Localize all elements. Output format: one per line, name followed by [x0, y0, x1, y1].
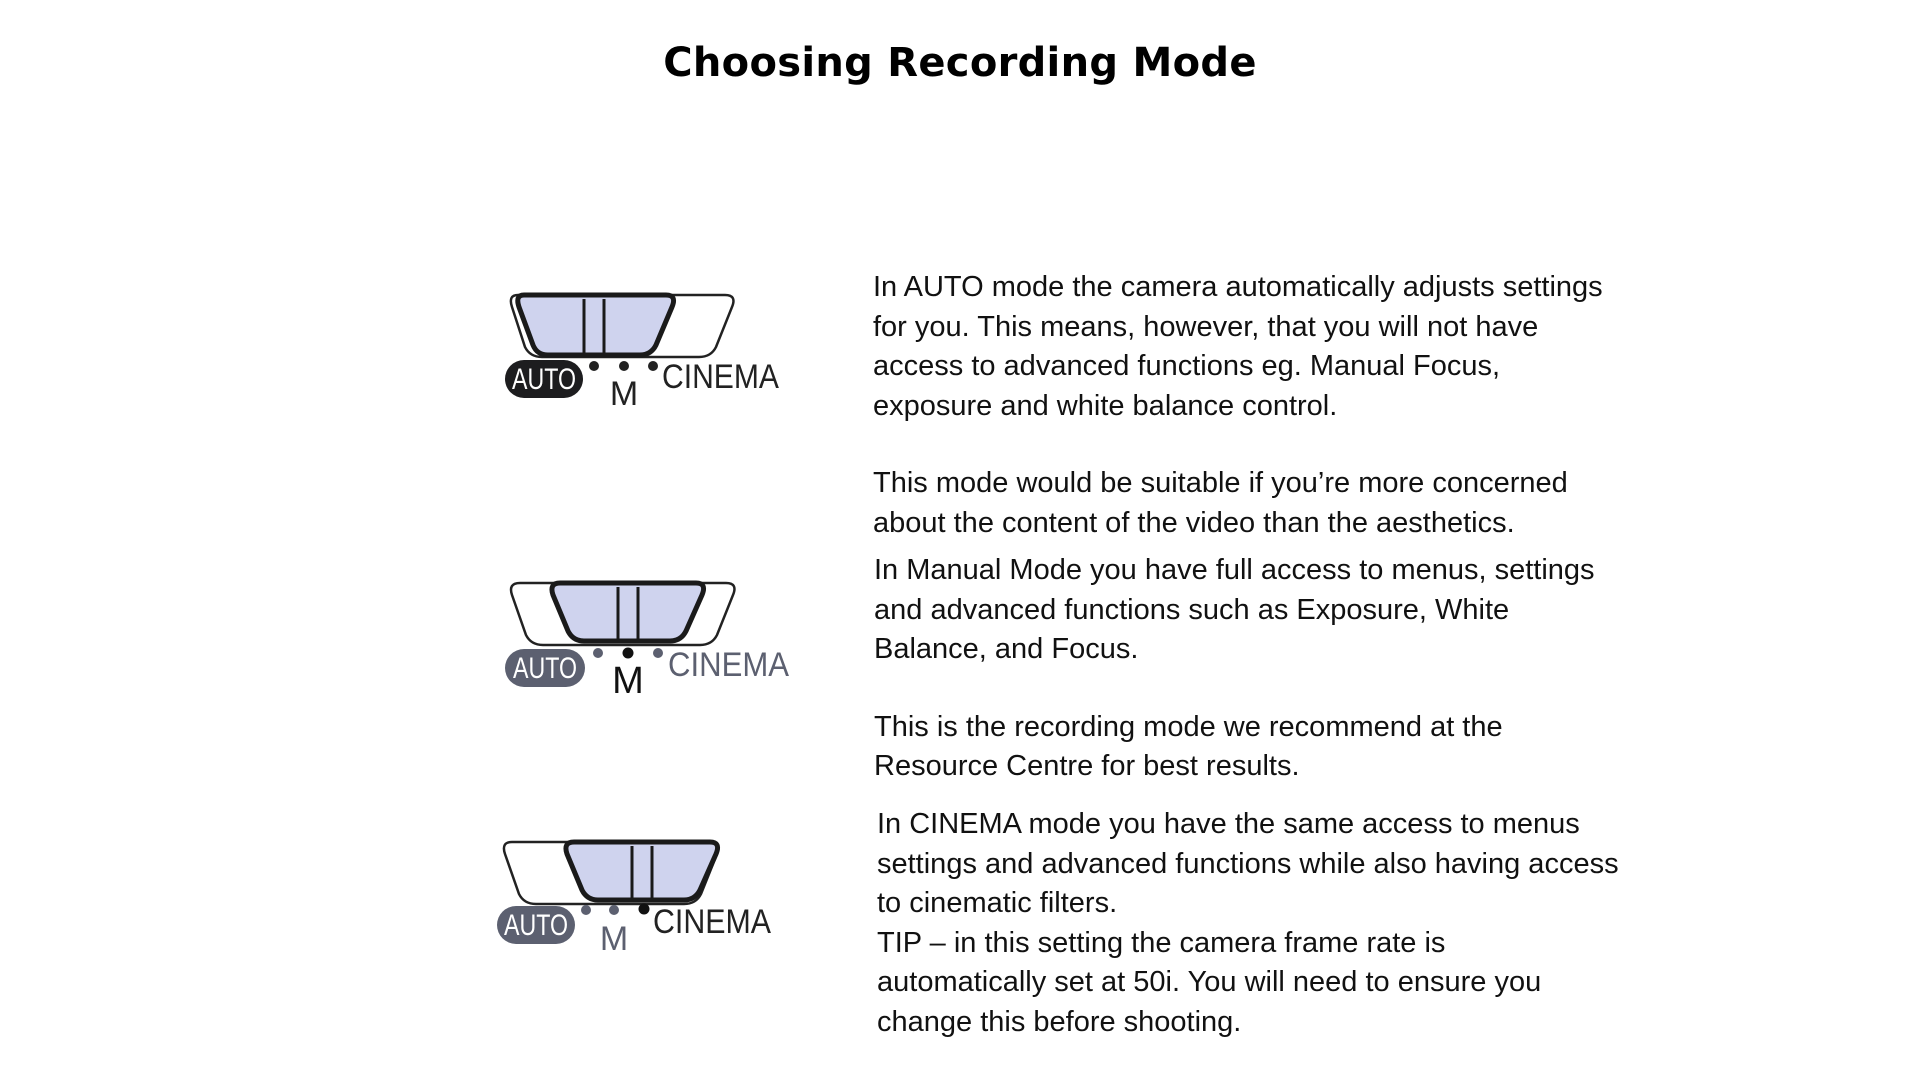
dial-label-m: M [612, 660, 644, 702]
dial-label-m: M [599, 920, 629, 958]
manual-mode-paragraph-1: In Manual Mode you have full access to menus, settings and advanced functions such as Exposure, White Balance, and Focus. [874, 554, 1595, 665]
page-title: Choosing Recording Mode [663, 40, 1257, 86]
auto-mode-paragraph-2: This mode would be suitable if you’re more concerned about the content of the video than the aesthetics. [873, 467, 1568, 539]
manual-mode-description [874, 551, 1629, 787]
dial-label-cinema: CINEMA [668, 646, 790, 684]
auto-mode-paragraph-1: In AUTO mode the camera automatically adjusts settings for you. This means, however, that you will not have access to advanced functions eg. Manual Focus, exposure and white balance control. [873, 271, 1603, 422]
dial-label-auto: AUTO [512, 363, 576, 396]
dial-switch [566, 842, 718, 900]
cinema-mode-description [877, 805, 1622, 1042]
dial-switch [552, 583, 704, 641]
dial-label-auto: AUTO [513, 652, 577, 685]
mode-dial-cinema [492, 832, 792, 967]
manual-mode-paragraph-2: This is the recording mode we recommend at the Resource Centre for best results. [874, 710, 1503, 782]
cinema-mode-paragraph-1: In CINEMA mode you have the same access to menus settings and advanced functions while also having access to cinematic filters. [877, 808, 1619, 919]
dial-label-auto: AUTO [504, 909, 568, 942]
dial-label-m: M [609, 375, 639, 413]
dial-label-cinema: CINEMA [662, 358, 780, 396]
dial-label-cinema: CINEMA [653, 903, 772, 941]
mode-dial-auto [500, 285, 800, 420]
dial-switch [518, 295, 674, 355]
auto-mode-description [873, 268, 1613, 543]
mode-dial-manual [500, 573, 810, 708]
cinema-mode-tip: TIP – in this setting the camera frame rate is automatically set at 50i. You will need to ensure you change this before shooting. [877, 926, 1542, 1038]
